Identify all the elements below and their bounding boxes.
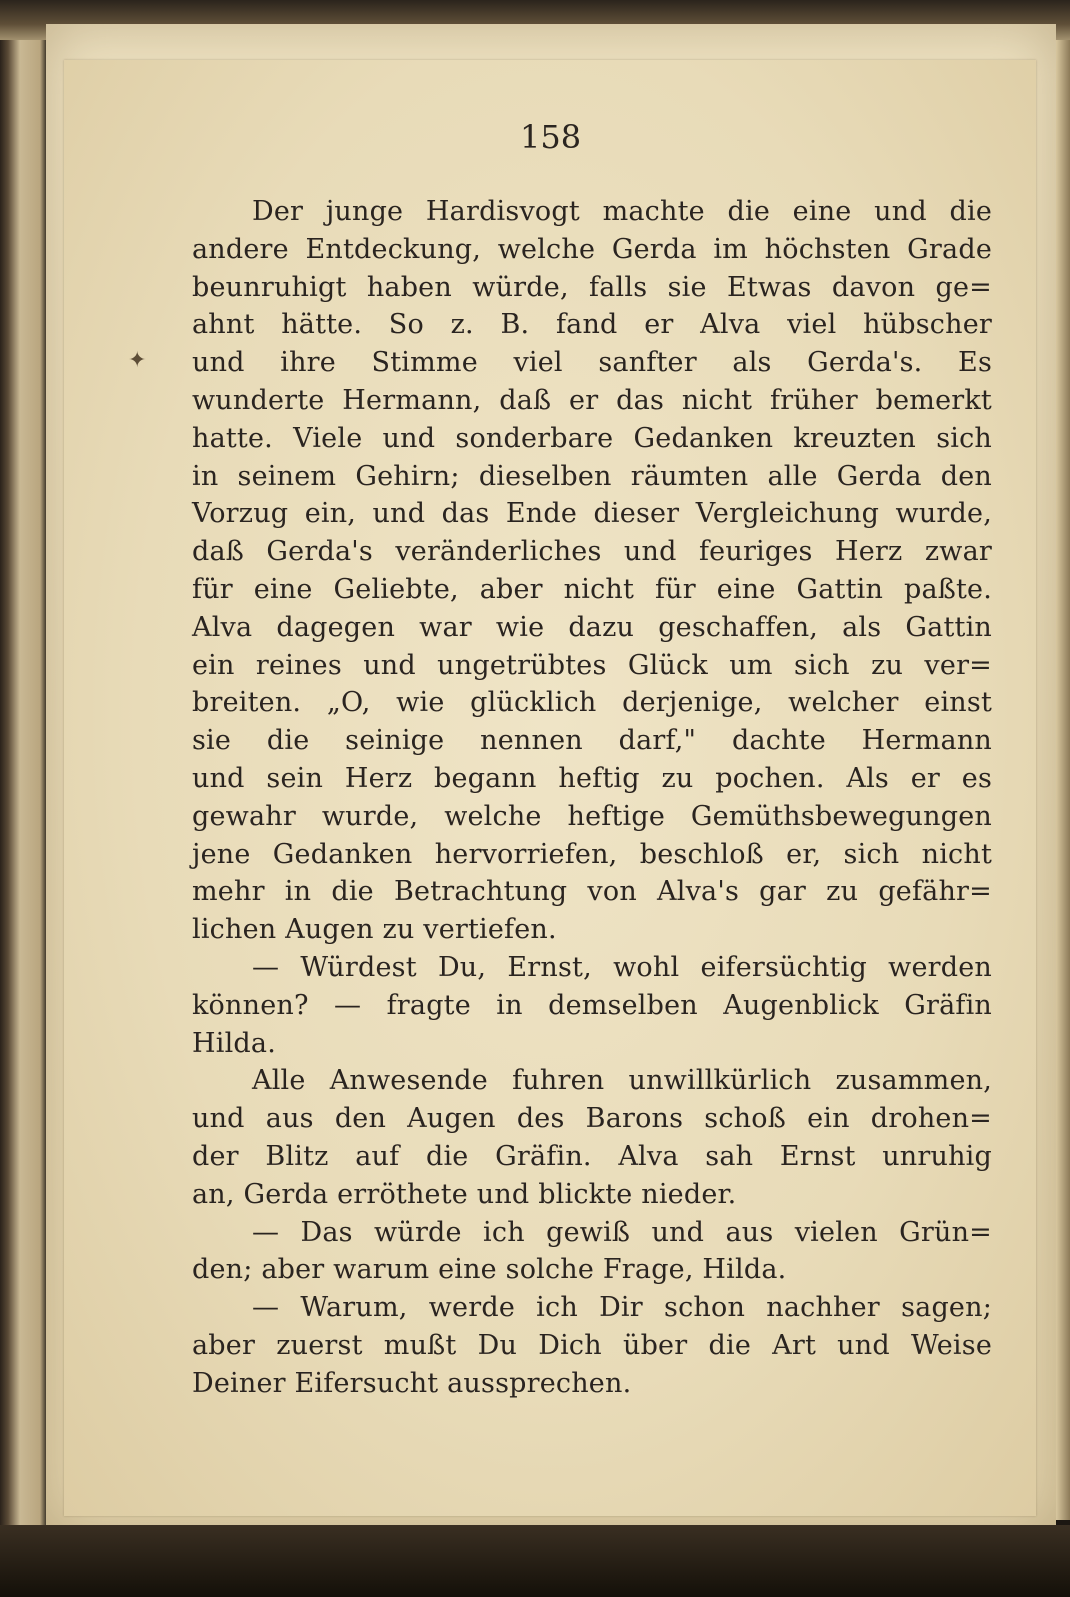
page-number: 158 xyxy=(520,118,582,156)
book-right-edge xyxy=(1056,40,1070,1520)
text-line: andere Entdeckung, welche Gerda im höchsten Grade xyxy=(192,233,992,265)
text-line: der Blitz auf die Gräfin. Alva sah Ernst unruhig xyxy=(192,1140,992,1172)
text-line: mehr in die Betrachtung von Alva's gar zu gefähr= xyxy=(192,876,992,908)
text-line: aber zuerst mußt Du Dich über die Art und Weise xyxy=(192,1329,992,1361)
text-line: Alle Anwesende fuhren unwillkürlich zusammen, xyxy=(252,1065,992,1097)
text-line: den; aber warum eine solche Frage, Hilda. xyxy=(192,1254,787,1286)
text-line: wunderte Hermann, daß er das nicht früher bemerkt xyxy=(192,384,992,416)
text-line: daß Gerda's veränderliches und feuriges Herz zwar xyxy=(192,536,992,568)
text-line: ahnt hätte. So z. B. fand er Alva viel hübscher xyxy=(192,309,992,341)
text-line: beunruhigt haben würde, falls sie Etwas davon ge= xyxy=(192,271,992,303)
text-line: jene Gedanken hervorriefen, beschloß er, sich nicht xyxy=(192,838,992,870)
text-line: an, Gerda erröthete und blickte nieder. xyxy=(192,1178,737,1210)
margin-mark: ✦ xyxy=(128,348,147,373)
text-line: hatte. Viele und sonderbare Gedanken kreuzten sich xyxy=(192,422,992,454)
text-line: gewahr wurde, welche heftige Gemüthsbewegungen xyxy=(192,800,992,832)
text-line: in seinem Gehirn; dieselben räumten alle Gerda den xyxy=(192,460,992,492)
text-line: — Würdest Du, Ernst, wohl eifersüchtig werden xyxy=(252,951,992,983)
text-line: breiten. „O, wie glücklich derjenige, welcher einst xyxy=(192,687,992,719)
text-line: Hilda. xyxy=(192,1027,276,1059)
text-line: und aus den Augen des Barons schoß ein drohen= xyxy=(192,1103,992,1135)
text-line: — Warum, werde ich Dir schon nachher sagen; xyxy=(252,1292,992,1324)
text-line: können? — fragte in demselben Augenblick Gräfin xyxy=(192,989,992,1021)
text-line: Alva dagegen war wie dazu geschaffen, als Gattin xyxy=(192,611,992,643)
text-line: Deiner Eifersucht aussprechen. xyxy=(192,1367,632,1399)
text-line: — Das würde ich gewiß und aus vielen Grün= xyxy=(252,1216,992,1248)
text-line: Der junge Hardisvogt machte die eine und die xyxy=(252,196,992,227)
book-bottom-edge xyxy=(0,1525,1070,1597)
text-line: ein reines und ungetrübtes Glück um sich zu ver= xyxy=(192,649,992,681)
text-line: und sein Herz begann heftig zu pochen. Als er es xyxy=(192,762,992,794)
text-line: sie die seinige nennen darf," dachte Hermann xyxy=(192,725,992,757)
text-line: Vorzug ein, und das Ende dieser Vergleichung wurde, xyxy=(192,498,992,530)
body-text xyxy=(192,193,992,1403)
text-line: und ihre Stimme viel sanfter als Gerda's. Es xyxy=(192,347,992,379)
text-line: für eine Geliebte, aber nicht für eine Gattin paßte. xyxy=(192,573,992,605)
text-line: lichen Augen zu vertiefen. xyxy=(192,914,557,946)
